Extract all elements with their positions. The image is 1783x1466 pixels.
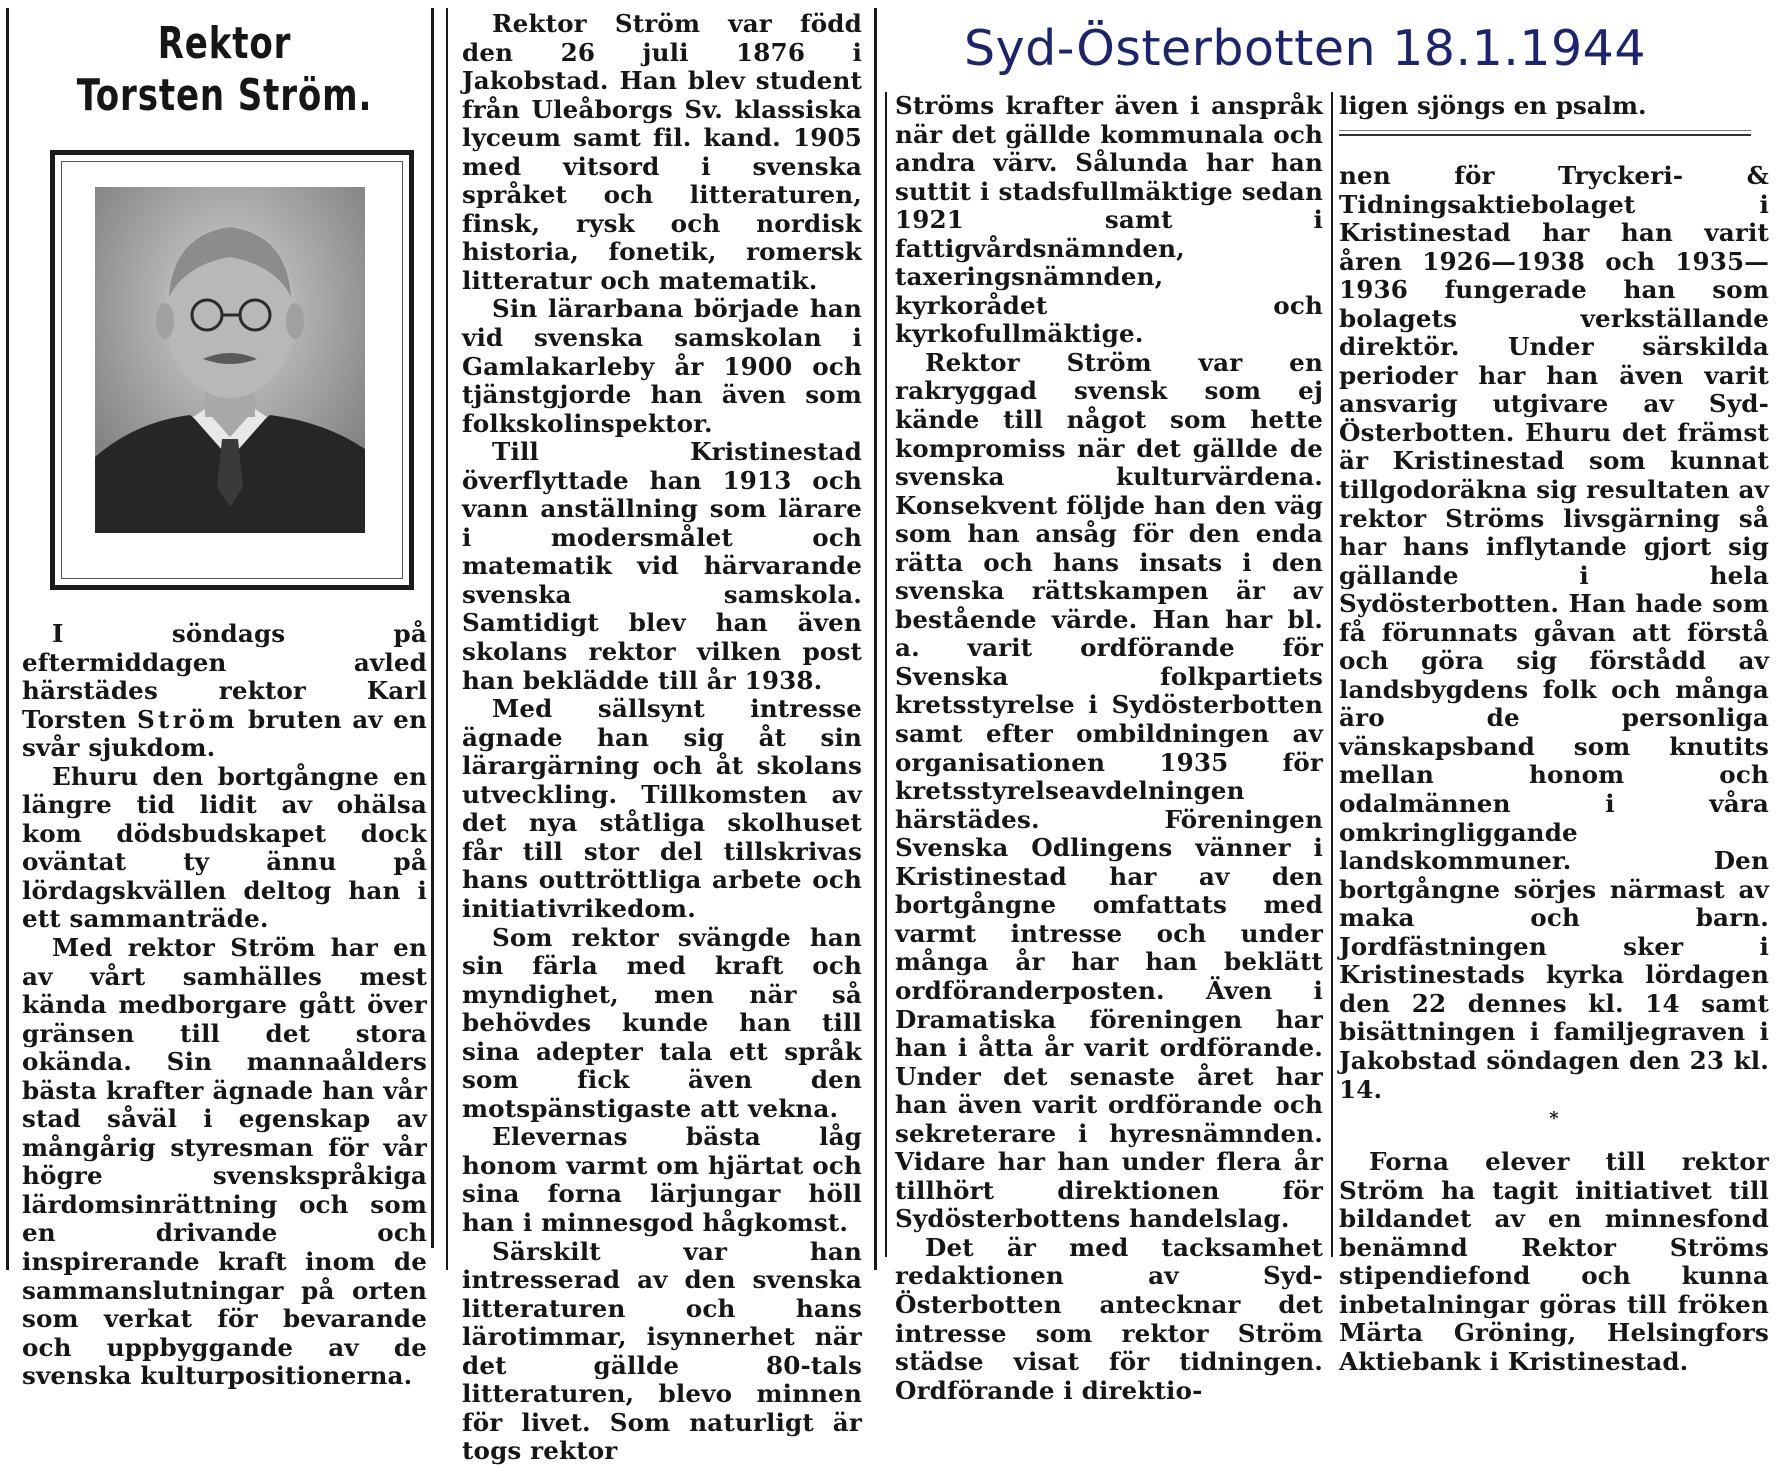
asterisk-divider: * [1549, 1108, 1559, 1130]
portrait-frame [50, 150, 414, 590]
column-rule-4 [885, 92, 887, 1257]
col1-paragraph-1 [22, 620, 427, 763]
source-date-label: Syd-Österbotten 18.1.1944 [958, 20, 1652, 77]
portrait-photo [95, 187, 365, 533]
section-divider [1339, 134, 1751, 136]
column-3 [895, 91, 1323, 1405]
portrait-image [95, 187, 365, 533]
column-1 [22, 10, 427, 1391]
col4-paragraph-2: Forna elever till rektor Ström ha tagit initiativet till bildandet av en minnesfond benämnd Rektor Ströms stipendiefond och kunna inbetalningar göras till fröken Märta Gröning, Helsingfors Aktiebank i Kristinestad. [1339, 1147, 1769, 1376]
col3-paragraph-3: Det är med tacksamhet redaktionen av Syd-Österbotten antecknar det intresse som rektor Ström städse visat för tidningen. Ordförande i direktio- [895, 1232, 1323, 1405]
col2-paragraph-7: Särskilt var han intresserad av den svenska litteraturen och hans lärotimmar, isynnerhet när det gällde 80-tals litteraturen, blevo minnen för livet. Som naturligt är togs rektor [462, 1236, 862, 1466]
column-4-top-fragment [1339, 92, 1769, 136]
col2-paragraph-4: Med sällsynt intresse ägnade han sig åt sin lärargärning och åt skolans utveckling. Tillkomsten av det nya ståtliga skolhuset får till stor del tillskrivas hans outtröttliga arbete och initiativrikedom. [462, 694, 862, 923]
col1-paragraph-2: Ehuru den bortgångne en längre tid lidit av ohälsa kom dödsbudskapet dock oväntat ty ännu på lördagskvällen deltog han i ett sammanträde. [22, 761, 427, 934]
headline [50, 18, 398, 122]
section-divider-thin [1339, 130, 1751, 131]
headline-line-1: Rektor [157, 18, 292, 69]
headline-line-2: Torsten Ström. [76, 70, 373, 121]
column-rule-3 [874, 8, 877, 1270]
column-4 [1339, 161, 1769, 1376]
col2-paragraph-5: Som rektor svängde han sin färla med kraft och myndighet, men när så behövdes kunde han till sina adepter tala ett språk som fick även den motspänstigaste att vekna. [462, 922, 862, 1123]
column-rule-2 [446, 8, 448, 1270]
col3-paragraph-1: Ströms krafter även i anspråk när det gällde kommunala och andra värv. Sålunda har han suttit i stadsfullmäktige sedan 1921 samt i fattigvårdsnämnden, taxeringsnämnden, kyrkorådet och kyrkofullmäktige. [895, 91, 1323, 349]
col1-p1-pre: I söndags på eftermiddagen avled härstädes rektor Karl Torsten [22, 619, 427, 734]
column-rule-1 [431, 8, 434, 1248]
col2-paragraph-2: Sin lärarbana började han vid svenska samskolan i Gamlakarleby år 1900 och tjänstgjorde han även som folkskolinspektor. [462, 294, 862, 438]
col2-paragraph-3: Till Kristinestad överflyttade han 1913 och vann anställning som lärare i modersmålet och matematik vid härvarande svenska samskola. Samtidigt blev han även skolans rektor vilken post han beklädde till år 1938. [462, 437, 862, 695]
col1-p1-post: bruten av en svår sjukdom. [22, 704, 427, 763]
col3-paragraph-2: Rektor Ström var en rakryggad svensk som ej kände till något som hette kompromiss när det gällde de svenska kulturvärdena. Konsekvent följde han den väg som han ansåg för den enda rätta och hans insats i den svenska rättskampen är av bestående värde. Han har bl. a. varit ordförande för Svenska folkpartiets kretsstyrelse i Sydösterbotten samt efter ombildningen av organisationen 1935 för kretsstyrelseavdelningen härstädes. Föreningen Svenska Odlingens vänner i Kristinestad har av den bortgångne omfattats med varmt intresse och under många år har han beklätt ordföranderposten. Även i Dramatiska föreningen har han i åtta år varit ordförande. Under det senaste året har han även varit ordförande och sekreterare i hyresnämnden. Vidare har han under flera år tillhört direktionen för Sydösterbottens handelslag. [895, 347, 1323, 1234]
column-2 [462, 9, 862, 1466]
col4-paragraph-1: nen för Tryckeri- & Tidningsaktiebolaget i Kristinestad har han varit åren 1926—1938 och 1935—1936 fungerade han som bolagets verkställande direktör. Under särskilda perioder har han även varit ansvarig utgivare av Syd-Österbotten. Ehuru det främst är Kristinestad som kunnat tillgodoräkna sig resultaten av rektor Ströms livsgärning så har hans inflytande gjort sig gällande i hela Sydösterbotten. Han hade som få förunnats gåvan att förstå och göra sig förstådd av landsbygdens folk och många äro de personliga vänskapsband som knutits mellan honom och odalmännen i våra omkringliggande landskommuner. Den bortgångne sörjes närmast av maka och barn. Jordfästningen sker i Kristinestads kyrka lördagen den 22 dennes kl. 14 samt bisättningen i familjegraven i Jakobstad söndagen den 23 kl. 14. [1339, 161, 1769, 1104]
column-rule-left-edge [6, 8, 9, 1270]
col1-p1-name: Ström [137, 704, 238, 734]
col2-paragraph-6: Elevernas bästa låg honom varmt om hjärtat och sina forna lärjungar höll han i minnesgod hågkomst. [462, 1122, 862, 1237]
col1-paragraph-3: Med rektor Ström har en av vårt samhälles mest kända medborgare gått över gränsen till det stora okända. Sin mannaålders bästa krafter ägnade han vår stad såväl i egenskap av mångårig styresman för vår högre svenskspråkiga lärdomsinrättning och som en drivande och inspirerande kraft inom de sammanslutningar på orten som verkat för bevarande och uppbyggande av de svenska kulturpositionerna. [22, 933, 427, 1391]
col4-top-line: ligen sjöngs en psalm. [1339, 91, 1647, 120]
column-rule-5 [1331, 92, 1333, 1257]
col2-paragraph-1: Rektor Ström var född den 26 juli 1876 i Jakobstad. Han blev student från Uleåborgs Sv. klassiska lyceum samt fil. kand. 1905 med vitsord i svenska språket och litteraturen, finsk, rysk och nordisk historia, fonetik, romersk litteratur och matematik. [462, 9, 862, 295]
